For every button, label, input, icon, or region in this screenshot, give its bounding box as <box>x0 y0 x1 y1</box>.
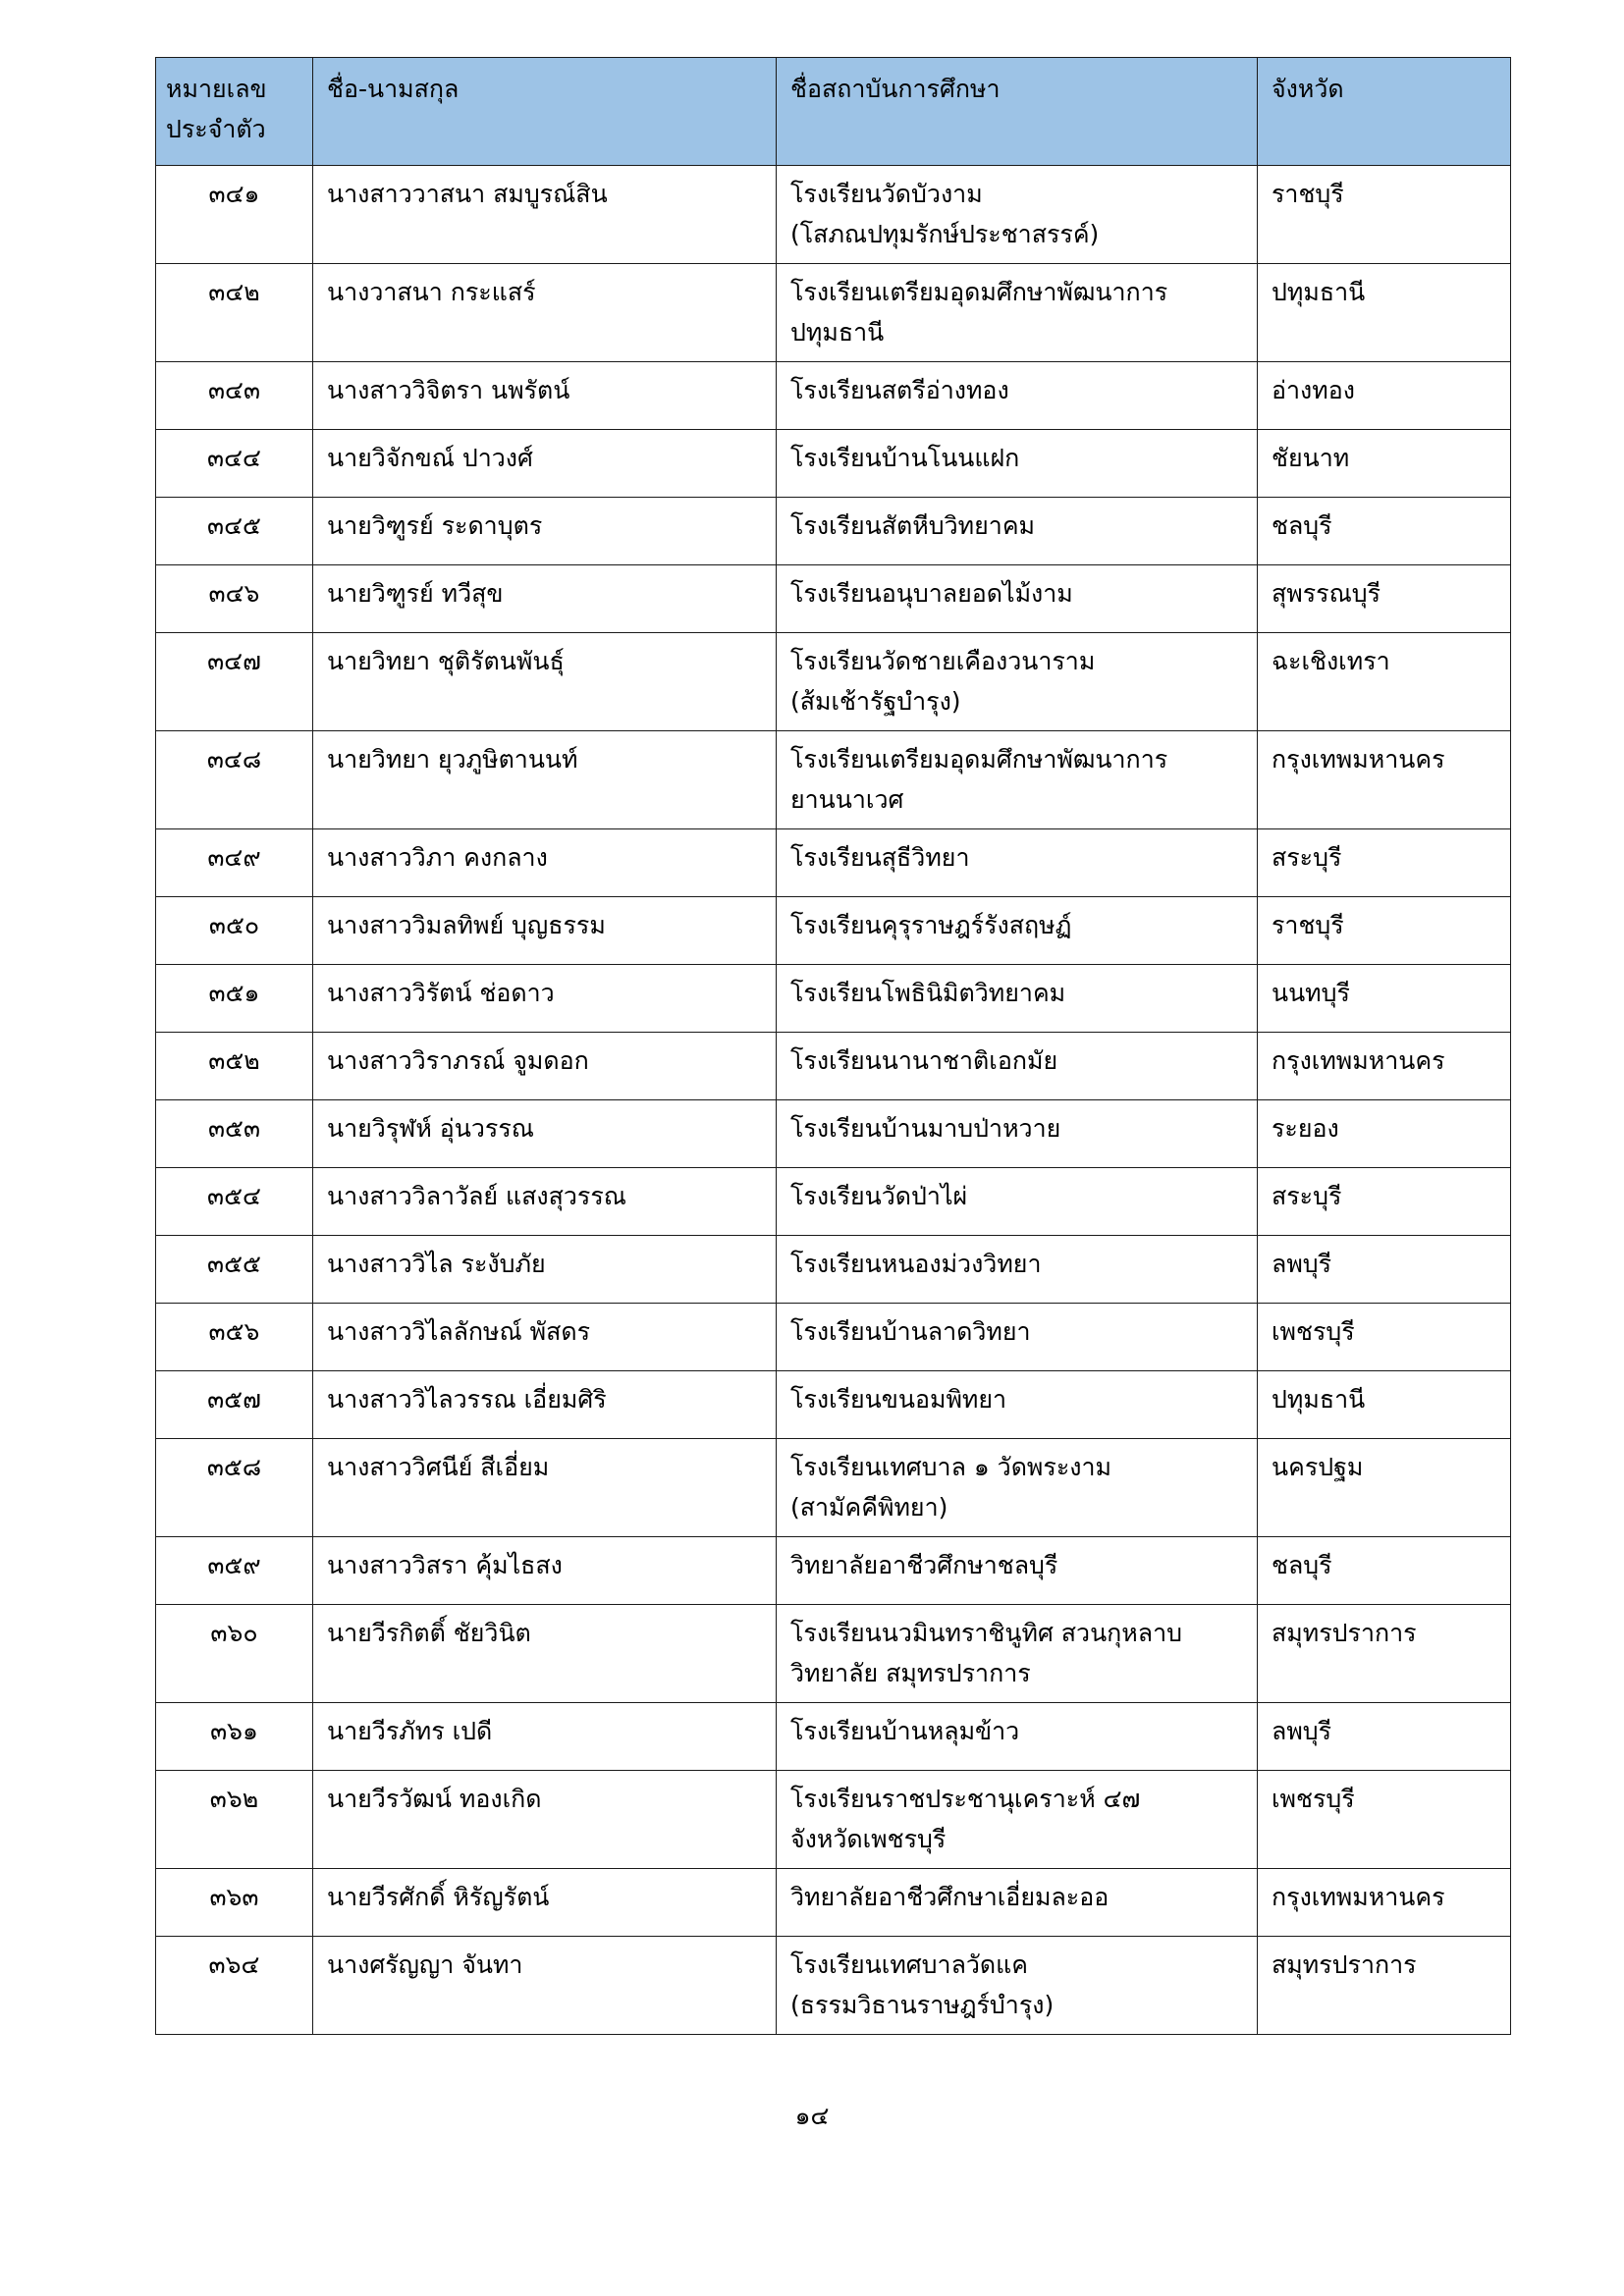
cell-school-line1: โรงเรียนสุธีวิทยา <box>790 843 970 872</box>
cell-school <box>777 731 1258 829</box>
cell-school <box>777 1937 1258 2035</box>
table-row <box>156 1703 1511 1771</box>
table-row <box>156 897 1511 965</box>
cell-school <box>777 633 1258 731</box>
table-row <box>156 1236 1511 1304</box>
cell-school-line2: (สามัคคีพิทยา) <box>790 1492 948 1522</box>
cell-id: ๓๕๘ <box>156 1439 313 1537</box>
cell-id: ๓๖๑ <box>156 1703 313 1771</box>
cell-school-line2: (ธรรมวิธานราษฎร์บำรุง) <box>790 1990 1055 2019</box>
cell-school <box>777 1703 1258 1771</box>
cell-province: ราชบุรี <box>1258 166 1511 264</box>
cell-id: ๓๔๖ <box>156 565 313 633</box>
cell-name: นางสาววิจิตรา นพรัตน์ <box>313 362 777 430</box>
cell-school <box>777 965 1258 1033</box>
cell-school <box>777 1168 1258 1236</box>
cell-school <box>777 362 1258 430</box>
cell-school-line1: โรงเรียนเทศบาล ๑ วัดพระงาม <box>790 1453 1111 1481</box>
cell-school <box>777 1439 1258 1537</box>
cell-school <box>777 829 1258 897</box>
cell-school-line1: โรงเรียนสตรีอ่างทอง <box>790 376 1009 404</box>
table-row <box>156 965 1511 1033</box>
cell-school <box>777 1869 1258 1937</box>
page-number: ๑๔ <box>794 2102 830 2130</box>
cell-name: นายวีรศักดิ์ หิรัญรัตน์ <box>313 1869 777 1937</box>
table-row <box>156 565 1511 633</box>
cell-school-line1: โรงเรียนบ้านหลุมข้าว <box>790 1717 1020 1745</box>
cell-school-line1: โรงเรียนอนุบาลยอดไม้งาม <box>790 579 1073 608</box>
cell-id: ๓๕๙ <box>156 1537 313 1605</box>
cell-school-line1: โรงเรียนคุรุราษฎร์รังสฤษฏ์ <box>790 911 1072 939</box>
cell-province: เพชรบุรี <box>1258 1771 1511 1869</box>
cell-id: ๓๕๕ <box>156 1236 313 1304</box>
cell-id: ๓๔๑ <box>156 166 313 264</box>
cell-id: ๓๕๓ <box>156 1100 313 1168</box>
cell-name: นางสาววิราภรณ์ จูมดอก <box>313 1033 777 1100</box>
column-header-province: จังหวัด <box>1258 58 1511 166</box>
cell-province: สระบุรี <box>1258 1168 1511 1236</box>
cell-school-line1: โรงเรียนวัดชายเคืองวนาราม <box>790 647 1096 675</box>
cell-province: ชลบุรี <box>1258 498 1511 565</box>
cell-school-line2: (ส้มเช้ารัฐบำรุง) <box>790 686 961 716</box>
table-row <box>156 1371 1511 1439</box>
cell-school <box>777 498 1258 565</box>
table-header <box>156 58 1511 166</box>
cell-province: ลพบุรี <box>1258 1236 1511 1304</box>
cell-school <box>777 430 1258 498</box>
cell-name: นางสาววิรัตน์ ช่อดาว <box>313 965 777 1033</box>
cell-name: นางสาววิไลลักษณ์ พัสดร <box>313 1304 777 1371</box>
cell-school-line2: จังหวัดเพชรบุรี <box>790 1824 947 1853</box>
table-body <box>156 166 1511 2035</box>
cell-school-line1: วิทยาลัยอาชีวศึกษาชลบุรี <box>790 1551 1058 1579</box>
cell-school-line1: โรงเรียนวัดป่าไผ่ <box>790 1182 968 1210</box>
cell-name: นางสาววิสรา คุ้มไธสง <box>313 1537 777 1605</box>
cell-school <box>777 166 1258 264</box>
cell-name: นางสาววิมลทิพย์ บุญธรรม <box>313 897 777 965</box>
cell-id: ๓๕๒ <box>156 1033 313 1100</box>
cell-school-line1: โรงเรียนบ้านมาบป่าหวาย <box>790 1114 1061 1143</box>
table-row <box>156 1771 1511 1869</box>
cell-school <box>777 897 1258 965</box>
table-row <box>156 1937 1511 2035</box>
cell-province: ชัยนาท <box>1258 430 1511 498</box>
table-row <box>156 1304 1511 1371</box>
cell-school-line1: โรงเรียนเตรียมอุดมศึกษาพัฒนาการ <box>790 278 1168 306</box>
cell-id: ๓๕๔ <box>156 1168 313 1236</box>
table-row <box>156 1033 1511 1100</box>
column-header-id <box>156 58 313 166</box>
cell-school-line1: โรงเรียนขนอมพิทยา <box>790 1385 1007 1414</box>
cell-id: ๓๖๒ <box>156 1771 313 1869</box>
cell-school <box>777 1033 1258 1100</box>
cell-name: นางสาววาสนา สมบูรณ์สิน <box>313 166 777 264</box>
cell-school <box>777 1371 1258 1439</box>
cell-school <box>777 1771 1258 1869</box>
roster-table-container <box>155 57 1510 2035</box>
cell-school-line1: โรงเรียนวัดบัวงาม <box>790 180 983 208</box>
table-row <box>156 1869 1511 1937</box>
cell-name: นางศรัญญา จันทา <box>313 1937 777 2035</box>
cell-name: นางสาววิศนีย์ สีเอี่ยม <box>313 1439 777 1537</box>
cell-province: ราชบุรี <box>1258 897 1511 965</box>
cell-province: ชลบุรี <box>1258 1537 1511 1605</box>
cell-school-line1: โรงเรียนนวมินทราชินูทิศ สวนกุหลาบ <box>790 1619 1182 1647</box>
cell-school-line2: ยานนาเวศ <box>790 784 904 814</box>
roster-table <box>155 57 1511 2035</box>
cell-id: ๓๔๘ <box>156 731 313 829</box>
cell-id: ๓๔๒ <box>156 264 313 362</box>
cell-school-line1: โรงเรียนเทศบาลวัดแค <box>790 1950 1029 1979</box>
cell-id: ๓๔๙ <box>156 829 313 897</box>
cell-province: สระบุรี <box>1258 829 1511 897</box>
cell-school-line1: โรงเรียนราชประชานุเคราะห์ ๔๗ <box>790 1785 1141 1813</box>
cell-school <box>777 1304 1258 1371</box>
cell-name: นางสาววิไลวรรณ เอี่ยมศิริ <box>313 1371 777 1439</box>
table-row <box>156 1537 1511 1605</box>
table-row <box>156 1605 1511 1703</box>
cell-name: นายวีรกิตติ์ ชัยวินิต <box>313 1605 777 1703</box>
cell-id: ๓๕๗ <box>156 1371 313 1439</box>
column-header-name: ชื่อ-นามสกุล <box>313 58 777 166</box>
cell-school-line2: ปทุมธานี <box>790 317 885 347</box>
cell-name: นายวีรวัฒน์ ทองเกิด <box>313 1771 777 1869</box>
cell-name: นายวิฑูรย์ ทวีสุข <box>313 565 777 633</box>
cell-school <box>777 264 1258 362</box>
cell-name: นายวิจักขณ์ ปาวงศ์ <box>313 430 777 498</box>
cell-name: นางสาววิลาวัลย์ แสงสุวรรณ <box>313 1168 777 1236</box>
cell-school-line1: โรงเรียนสัตหีบวิทยาคม <box>790 511 1036 540</box>
table-row <box>156 166 1511 264</box>
column-header-id-line1: หมายเลข <box>166 75 267 103</box>
column-header-school: ชื่อสถาบันการศึกษา <box>777 58 1258 166</box>
table-row <box>156 362 1511 430</box>
cell-province: สมุทรปราการ <box>1258 1605 1511 1703</box>
cell-school-line1: วิทยาลัยอาชีวศึกษาเอี่ยมละออ <box>790 1883 1110 1911</box>
cell-province: ปทุมธานี <box>1258 1371 1511 1439</box>
cell-id: ๓๔๗ <box>156 633 313 731</box>
cell-province: เพชรบุรี <box>1258 1304 1511 1371</box>
table-row <box>156 633 1511 731</box>
column-header-id-line2: ประจำตัว <box>166 114 266 143</box>
cell-name: นายวิฑูรย์ ระดาบุตร <box>313 498 777 565</box>
cell-school-line1: โรงเรียนบ้านโนนแฝก <box>790 444 1020 472</box>
cell-school <box>777 1605 1258 1703</box>
cell-province: อ่างทอง <box>1258 362 1511 430</box>
cell-school-line1: โรงเรียนโพธินิมิตวิทยาคม <box>790 979 1066 1007</box>
cell-name: นายวิทยา ชุติรัตนพันธุ์ <box>313 633 777 731</box>
table-row <box>156 1168 1511 1236</box>
cell-name: นางวาสนา กระแสร์ <box>313 264 777 362</box>
cell-school-line2: (โสภณปทุมรักษ์ประชาสรรค์) <box>790 219 1100 248</box>
cell-school-line1: โรงเรียนเตรียมอุดมศึกษาพัฒนาการ <box>790 745 1168 774</box>
cell-province: นนทบุรี <box>1258 965 1511 1033</box>
table-row <box>156 1100 1511 1168</box>
cell-name: นายวิรุฬห์ อุ่นวรรณ <box>313 1100 777 1168</box>
cell-id: ๓๕๐ <box>156 897 313 965</box>
cell-id: ๓๕๑ <box>156 965 313 1033</box>
cell-name: นางสาววิภา คงกลาง <box>313 829 777 897</box>
cell-province: สุพรรณบุรี <box>1258 565 1511 633</box>
cell-id: ๓๖๔ <box>156 1937 313 2035</box>
cell-name: นางสาววิไล ระงับภัย <box>313 1236 777 1304</box>
cell-school-line1: โรงเรียนบ้านลาดวิทยา <box>790 1317 1031 1346</box>
cell-school-line2: วิทยาลัย สมุทรปราการ <box>790 1658 1031 1687</box>
table-row <box>156 498 1511 565</box>
cell-school <box>777 1100 1258 1168</box>
cell-province: นครปฐม <box>1258 1439 1511 1537</box>
cell-school <box>777 1236 1258 1304</box>
cell-province: ระยอง <box>1258 1100 1511 1168</box>
cell-id: ๓๔๓ <box>156 362 313 430</box>
table-row <box>156 1439 1511 1537</box>
cell-id: ๓๖๐ <box>156 1605 313 1703</box>
table-row <box>156 731 1511 829</box>
cell-name: นายวีรภัทร เปดี <box>313 1703 777 1771</box>
cell-id: ๓๔๕ <box>156 498 313 565</box>
cell-province: ปทุมธานี <box>1258 264 1511 362</box>
cell-school-line1: โรงเรียนหนองม่วงวิทยา <box>790 1250 1042 1278</box>
cell-school <box>777 565 1258 633</box>
cell-school <box>777 1537 1258 1605</box>
cell-name: นายวิทยา ยุวภูษิตานนท์ <box>313 731 777 829</box>
cell-school-line1: โรงเรียนนานาชาติเอกมัย <box>790 1046 1058 1075</box>
cell-province: ลพบุรี <box>1258 1703 1511 1771</box>
cell-id: ๓๖๓ <box>156 1869 313 1937</box>
cell-id: ๓๔๔ <box>156 430 313 498</box>
cell-province: สมุทรปราการ <box>1258 1937 1511 2035</box>
cell-province: กรุงเทพมหานคร <box>1258 1869 1511 1937</box>
table-row <box>156 430 1511 498</box>
table-row <box>156 829 1511 897</box>
cell-id: ๓๕๖ <box>156 1304 313 1371</box>
cell-province: กรุงเทพมหานคร <box>1258 731 1511 829</box>
cell-province: กรุงเทพมหานคร <box>1258 1033 1511 1100</box>
table-row <box>156 264 1511 362</box>
table-header-row <box>156 58 1511 166</box>
cell-province: ฉะเชิงเทรา <box>1258 633 1511 731</box>
